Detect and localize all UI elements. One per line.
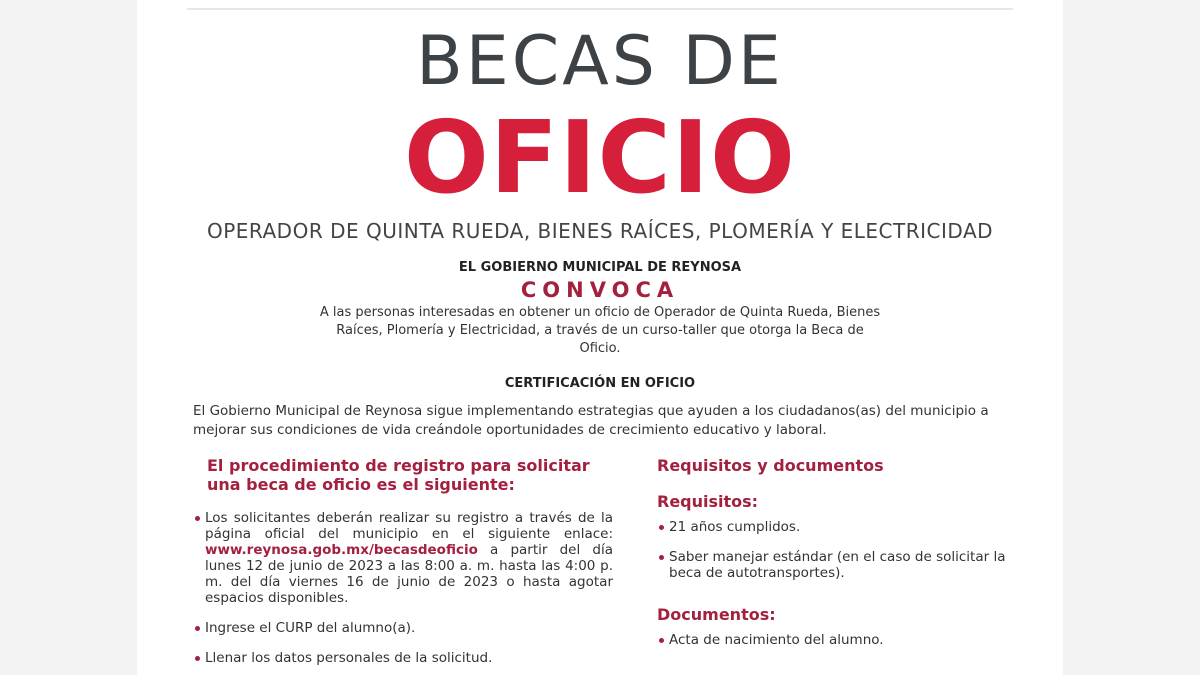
list-item (657, 549, 1017, 581)
certification-paragraph: El Gobierno Municipal de Reynosa sigue implementando estrategias que ayuden a los ciudadanos(as) del municipio a mejorar sus condiciones de vida creándole oportunidades de crecimiento educativo y laboral. (193, 403, 989, 438)
title-becas-de: BECAS DE (416, 22, 784, 101)
req-age: 21 años cumplidos. (669, 519, 801, 535)
registration-link[interactable]: www.reynosa.gob.mx/becasdeoficio (205, 542, 478, 558)
procedure-column (193, 456, 613, 675)
requirements-list (657, 519, 1017, 581)
docs-subheading: Documentos: (657, 605, 776, 624)
convoca-heading: CONVOCA (520, 278, 680, 302)
procedure-list (193, 510, 613, 666)
req-driving: Saber manejar estándar (en el caso de solicitar la beca de autotransportes). (669, 549, 1006, 581)
step3-text: Llenar los datos personales de la solicitud. (205, 650, 493, 666)
doc-birth-cert: Acta de nacimiento del alumno. (669, 632, 884, 648)
intro-paragraph: A las personas interesadas en obtener un oficio de Operador de Quinta Rueda, Bienes Raíces, Plomería y Electricidad, a través de un curso-taller que otorga la Beca de Oficio. (319, 305, 881, 356)
subtitle-trades: OPERADOR DE QUINTA RUEDA, BIENES RAÍCES, PLOMERÍA Y ELECTRICIDAD (206, 219, 994, 243)
top-divider (187, 8, 1013, 10)
requirements-heading: Requisitos y documentos (657, 456, 884, 475)
step2-text: Ingrese el CURP del alumno(a). (205, 620, 416, 636)
issuer-heading: EL GOBIERNO MUNICIPAL DE REYNOSA (458, 260, 742, 275)
req-subheading: Requisitos: (657, 492, 759, 511)
document-page (137, 0, 1063, 675)
title-oficio: OFICIO (403, 99, 797, 216)
step1-dates: a partir del día lunes 12 de junio de 2023 a las 8:00 a. m. hasta las 4:00 p. m. del día viernes 16 de junio de 2023 o hasta agotar espacios disponibles. (205, 542, 613, 606)
certification-heading: CERTIFICACIÓN EN OFICIO (504, 376, 696, 391)
list-item (657, 519, 1017, 535)
list-item (193, 650, 613, 666)
documents-list (657, 632, 1017, 648)
list-item (193, 510, 613, 606)
requirements-column (657, 456, 1017, 662)
list-item (657, 632, 1017, 648)
step1-text: Los solicitantes deberán realizar su registro a través de la página oficial del municipio en el siguiente enlace: (205, 510, 613, 542)
list-item (193, 620, 613, 636)
procedure-heading: El procedimiento de registro para solicitar una beca de oficio es el siguiente: (207, 456, 590, 494)
